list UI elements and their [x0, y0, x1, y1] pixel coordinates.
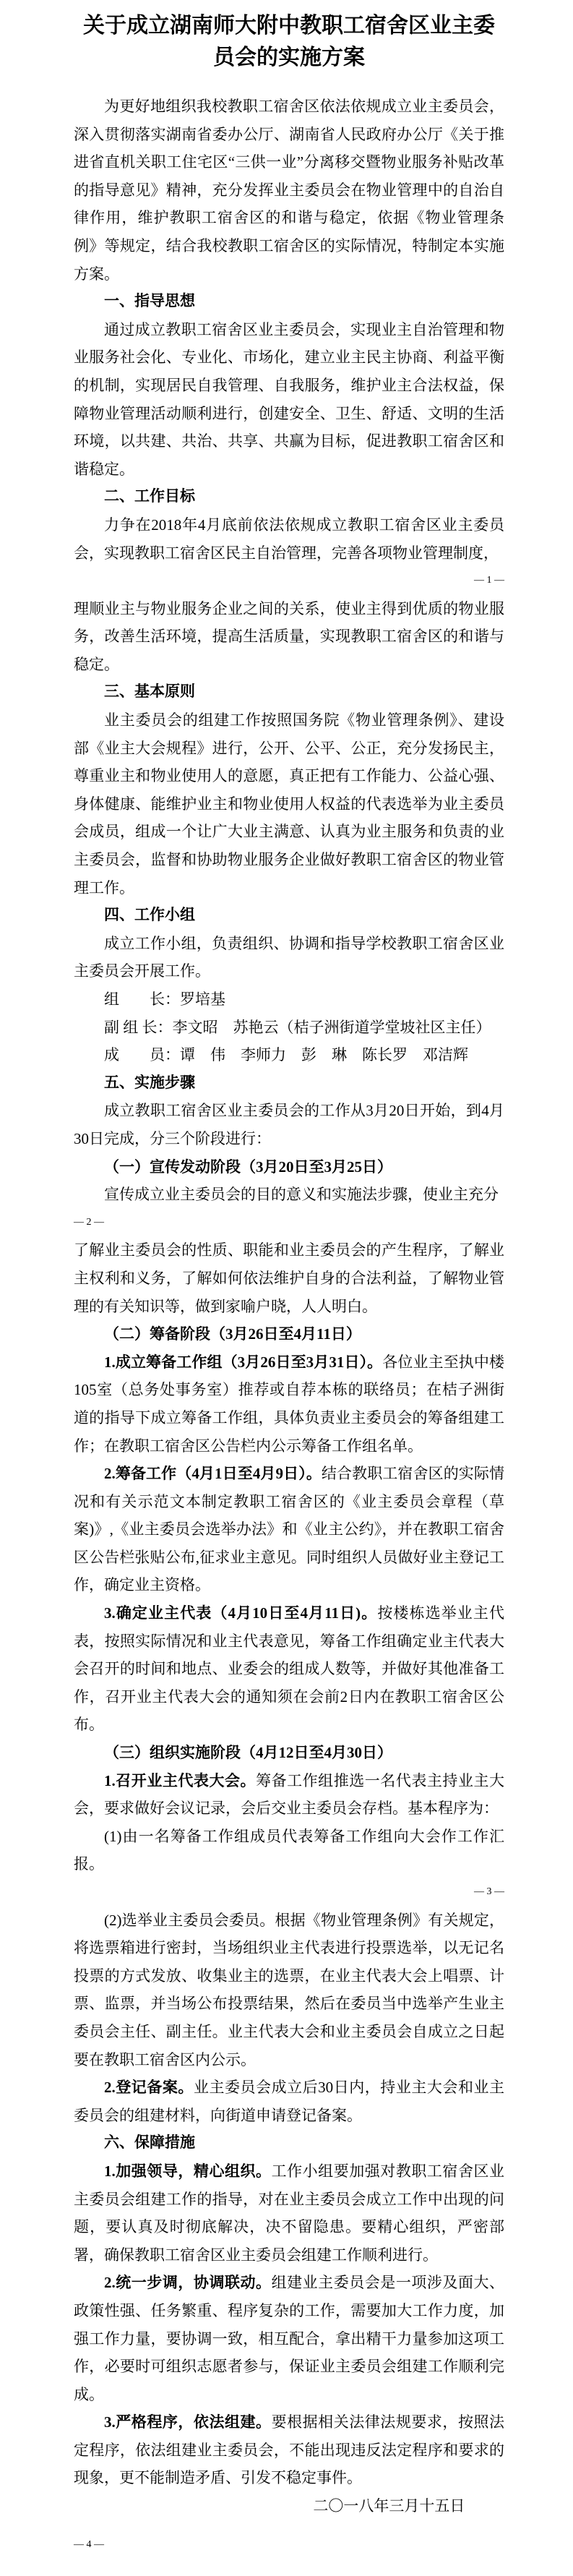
stage-3-item-1-lead: 1.召开业主代表大会。 [104, 1771, 257, 1789]
section-2-heading: 二、工作目标 [104, 488, 195, 505]
section-1-body: 通过成立教职工宿舍区业主委员会，实现业主自治管理和物业服务社会化、专业化、市场化，建立业主民主协商、利益平衡的机制，实现居民自我管理、自我服务，维护业主合法权益，保障物业管理活动顺利进行，创建安全、卫生、舒适、文明的生活环境，以共建、共治、共享、共赢为目标，促进教职工宿舍区和谐稳定。 [74, 320, 504, 478]
stage-3-item-2 [74, 2074, 504, 2129]
stage-2-item-2-lead: 2.筹备工作（4月1日至4月9日）。 [104, 1465, 322, 1483]
page-number-4: — 4 — [74, 2538, 104, 2550]
document-title: 关于成立湖南师大附中教职工宿舍区业主委员会的实施方案 [83, 14, 495, 69]
stage-3-substep-1: (1)由一名筹备工作组成员代表筹备工作组向大会作工作汇报。 [74, 1827, 504, 1873]
stage-2-heading: （二）筹备阶段（3月26日至4月11日） [104, 1325, 361, 1343]
stage-2-item-3-lead: 3.确定业主代表（4月10日至4月11日)。 [104, 1604, 378, 1622]
intro-paragraph: 为更好地组织我校教职工宿舍区依法依规成立业主委员会，深入贯彻落实湖南省委办公厅、湖南省人民政府办公厅《关于推进省直机关职工住宅区“三供一业”分离移交暨物业服务补贴改革的指导意见》精神，充分发挥业主委员会在物业管理中的自治自律作用，维护教职工宿舍区的和谐与稳定，依据《物业管理条例》等规定，结合我校教职工宿舍区的实际情况，特制定本实施方案。 [74, 98, 504, 283]
section-5-heading: 五、实施步骤 [104, 1074, 195, 1091]
stage-2-item-2 [74, 1460, 504, 1599]
stage-1-heading: （一）宣传发动阶段（3月20日至3月25日） [104, 1158, 392, 1176]
stage-1-body-part1: 宣传成立业主委员会的目的意义和实施法步骤，使业主充分 [104, 1186, 499, 1204]
stage-3-substep-2: (2)选举业主委员会委员。根据《物业管理条例》有关规定，将选票箱进行密封，当场组织业主代表进行投票选举，以无记名投票的方式发放、收集业主的选票，在业主代表大会上唱票、计票、监票，并当场公布投票结果，然后在委员当中选举产生业主委员会主任、副主任。业主代表大会和业主委员会自成立之日起要在教职工宿舍区内公示。 [74, 1911, 504, 2068]
roster-leader: 组 长：罗培基 [104, 990, 225, 1008]
stage-2-item-1 [74, 1348, 504, 1460]
section-5-body: 成立教职工宿舍区业主委员会的工作从3月20日开始，到4月30日完成，分三个阶段进行： [74, 1102, 504, 1147]
section-4-heading: 四、工作小组 [104, 907, 195, 924]
section-6-item-3-lead: 3.严格程序，依法组建。 [104, 2413, 272, 2431]
section-6-heading: 六、保障措施 [104, 2134, 195, 2152]
stage-3-item-2-lead: 2.登记备案。 [104, 2079, 194, 2097]
section-6-item-3-text: 要根据相关法律法规要求，按照法定程序，依法组建业主委员会，不能出现违反法定程序和要求的现象，更不能制造矛盾、引发不稳定事件。 [74, 2413, 505, 2487]
stage-3-item-2-text: 业主委员会成立后30日内，持业主大会和业主委员会的组建材料，向街道申请登记备案。 [74, 2079, 505, 2124]
stage-2-item-3-text: 按楼栋选举业主代表，按照实际情况和业主代表意见，筹备工作组确定业主代表大会召开的时间和地点、业委会的组成人数等，并做好其他准备工作，召开业主代表大会的通知须在会前2日内在教职工宿舍区公布。 [74, 1604, 504, 1734]
section-6-item-2 [74, 2269, 504, 2408]
section-2-body-part1: 力争在2018年4月底前依法依规成立教职工宿舍区业主委员会，实现教职工宿舍区民主自治管理，完善各项物业管理制度， [74, 515, 504, 562]
section-2-body-part2: 理顺业主与物业服务企业之间的关系，使业主得到优质的物业服务，改善生活环境，提高生活质量，实现教职工宿舍区的和谐与稳定。 [74, 599, 504, 673]
document-date: 二〇一八年三月十五日 [313, 2497, 465, 2515]
page-number-3: — 3 — [474, 1886, 504, 1897]
roster-members: 成 员：谭 伟 李师力 彭 琳 陈长罗 邓洁辉 [104, 1046, 468, 1064]
section-6-item-1 [74, 2157, 504, 2269]
section-6-item-3 [74, 2408, 504, 2492]
stage-2-item-3 [74, 1599, 504, 1739]
roster-deputy-leaders: 副 组 长：李文昭 苏艳云（桔子洲街道学堂坡社区主任） [104, 1018, 491, 1036]
section-6-item-2-text: 组建业主委员会是一项涉及面大、政策性强、任务繁重、程序复杂的工作，需要加大工作力度，加强工作力量，要协调一致，相互配合，拿出精干力量参加这项工作，必要时可组织志愿者参与，保证业主委员会组建工作顺利完成。 [74, 2274, 505, 2403]
stage-1-body-part2: 了解业主委员会的性质、职能和业主委员会的产生程序，了解业主权利和义务，了解如何依法维护自身的合法利益，了解物业管理的有关知识等，做到家喻户晓，人人明白。 [74, 1241, 504, 1315]
section-6-item-1-text: 工作小组要加强对教职工宿舍区业主委员会组建工作的指导，对在业主委员会成立工作中出现的问题，要认真及时彻底解决，决不留隐患。要精心组织，严密部署，确保教职工宿舍区业主委员会组建工作顺利进行。 [74, 2162, 505, 2264]
page-number-1: — 1 — [474, 575, 504, 586]
stage-3-item-1-text: 筹备工作组推选一名代表主持业主大会，要求做好会议记录，会后交业主委员会存档。基本程序为： [74, 1771, 505, 1818]
section-3-heading: 三、基本原则 [104, 683, 195, 701]
stage-3-item-1 [74, 1767, 504, 1823]
stage-2-item-1-text: 各位业主至执中楼105室（总务处事务室）推荐或自荐本栋的联络员；在桔子洲街道的指导下成立筹备工作组，具体负责业主委员会的筹备组建工作；在教职工宿舍区公告栏内公示筹备工作组名单。 [74, 1353, 505, 1455]
section-6-item-1-lead: 1.加强领导，精心组织。 [104, 2162, 272, 2180]
page-number-2: — 2 — [74, 1216, 104, 1228]
section-6-item-2-lead: 2.统一步调，协调联动。 [104, 2274, 272, 2292]
section-1-heading: 一、指导思想 [104, 293, 195, 310]
stage-3-heading: （三）组织实施阶段（4月12日至4月30日） [104, 1744, 392, 1762]
stage-2-item-2-text: 结合教职工宿舍区的实际情况和有关示范文本制定教职工宿舍区的《业主委员会章程（草案)》,《业主委员会选举办法》和《业主公约》，并在教职工宿舍区公告栏张贴公布,征求业主意见。同时组织人员做好业主登记工作，确定业主资格。 [74, 1465, 505, 1594]
section-3-body: 业主委员会的组建工作按照国务院《物业管理条例》、建设部《业主大会规程》进行，公开、公平、公正，充分发扬民主，尊重业主和物业使用人的意愿，真正把有工作能力、公益心强、身体健康、能维护业主和物业使用人权益的代表选举为业主委员会成员，组成一个让广大业主满意、认真为业主服务和负责的业主委员会，监督和协助物业服务企业做好教职工宿舍区的物业管理工作。 [74, 711, 504, 897]
section-4-body: 成立工作小组，负责组织、协调和指导学校教职工宿舍区业主委员会开展工作。 [74, 934, 504, 980]
stage-2-item-1-lead: 1.成立筹备工作组（3月26日至3月31日）。 [104, 1353, 383, 1371]
